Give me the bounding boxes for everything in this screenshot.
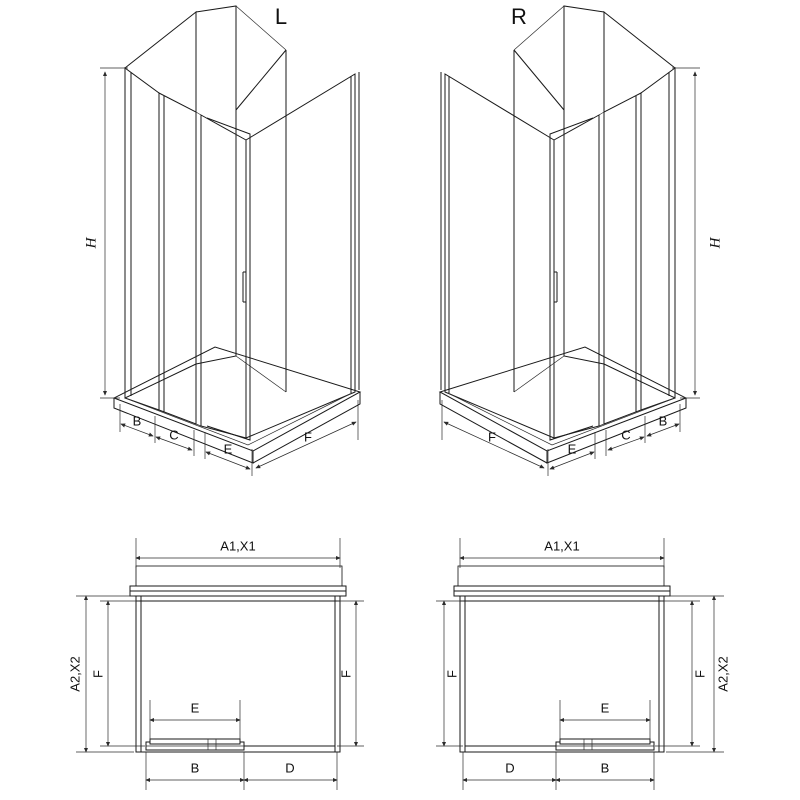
plan-left-wall-hatch — [136, 566, 342, 586]
plan-left-label-f-left: F — [90, 670, 106, 678]
iso-right-label-f: F — [488, 429, 496, 445]
iso-left-label-f: F — [304, 429, 312, 445]
plan-left-enclosure-outline — [136, 596, 340, 752]
iso-view-left — [83, 4, 360, 476]
iso-right-side-panel-f — [441, 72, 554, 440]
plan-left-dim-a1x1 — [136, 538, 340, 568]
iso-view-right — [440, 3, 700, 476]
iso-left-label-c: C — [169, 427, 179, 443]
iso-right-label-c: C — [621, 427, 631, 443]
iso-left-back-panels — [125, 3, 288, 398]
iso-right-back-panels — [514, 6, 675, 398]
plan-left-dim-e — [150, 700, 240, 740]
iso-left-door-handle — [243, 272, 246, 302]
plan-left-label-f-right: F — [338, 670, 354, 678]
plan-right-wall-hatch — [458, 566, 664, 586]
iso-left-label-e: E — [223, 441, 233, 457]
plan-right-label-e: E — [600, 700, 610, 716]
iso-right-front-glass — [550, 68, 675, 443]
iso-right-bottom-dimensions — [442, 400, 680, 476]
plan-left-dim-f-right — [337, 601, 364, 746]
iso-right-door-handle — [554, 272, 557, 302]
plan-right-label-b: B — [600, 760, 610, 776]
plan-left-dim-f-left — [90, 601, 145, 746]
iso-right-label-b: B — [658, 413, 668, 429]
iso-left-side-panel-f — [246, 72, 359, 440]
plan-right-label-a2x2: A2,X2 — [715, 656, 731, 692]
plan-view-left — [67, 538, 364, 790]
iso-left-bottom-dimensions — [120, 400, 358, 476]
plan-left-label-a2x2: A2,X2 — [67, 656, 83, 692]
iso-left-height-dimension — [83, 68, 128, 398]
iso-right-height-dimension — [672, 68, 700, 398]
plan-view-right — [436, 538, 724, 790]
plan-left-label-a1x1: A1,X1 — [220, 538, 256, 554]
plan-right-top-frame — [454, 586, 670, 596]
plan-right-label-f-right: F — [692, 670, 708, 678]
plan-right-dim-bottom — [463, 752, 654, 790]
iso-left-label-b: B — [132, 413, 142, 429]
iso-left-label-h: H — [83, 237, 100, 249]
iso-left-title: L — [274, 3, 288, 29]
iso-right-label-e: E — [567, 441, 577, 457]
iso-right-labels — [488, 4, 723, 457]
iso-left-front-glass — [125, 68, 250, 443]
plan-right-enclosure-outline — [460, 596, 664, 752]
plan-right-door-assembly — [465, 739, 654, 750]
iso-right-title: R — [511, 3, 527, 29]
plan-left-door-assembly — [146, 739, 335, 750]
iso-right-frame-posts — [599, 68, 675, 429]
plan-right-label-a1x1: A1,X1 — [544, 538, 580, 554]
plan-left-top-frame — [130, 586, 346, 596]
plan-right-label-d: D — [505, 760, 515, 776]
plan-left-label-e: E — [190, 700, 200, 716]
iso-right-label-h: H — [707, 237, 724, 249]
plan-left-dim-bottom — [146, 752, 337, 790]
plan-left-label-d: D — [285, 760, 295, 776]
plan-left-label-b: B — [190, 760, 200, 776]
iso-left-frame-posts — [125, 68, 201, 429]
plan-right-label-f-left: F — [444, 670, 460, 678]
